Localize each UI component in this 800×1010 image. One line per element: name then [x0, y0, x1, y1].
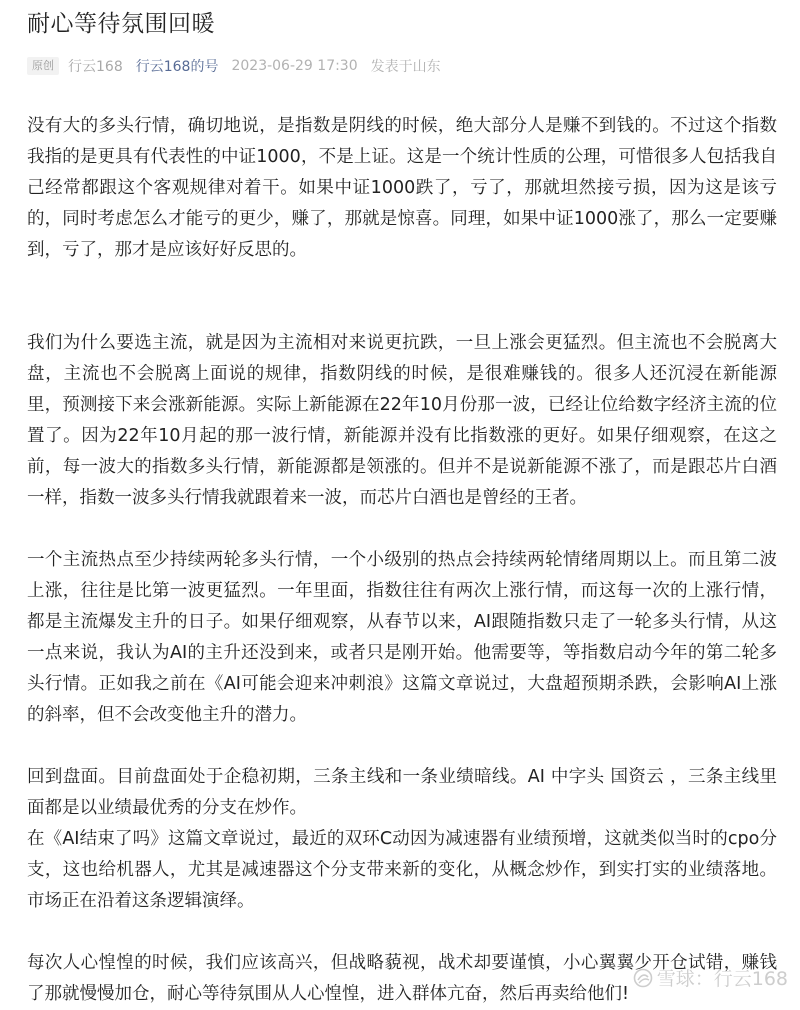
paragraph: 没有大的多头行情，确切地说，是指数是阴线的时候，绝大部分人是赚不到钱的。不过这个指数我指的是更具有代表性的中证1000，不是上证。这是一个统计性质的公理，可惜很多人包括我自己经常都跟这个客观规律对着干。如果中证1000跌了，亏了，那就坦然接亏损，因为这是该亏的，同时考虑怎么才能亏的更少，赚了，那就是惊喜。同理，如果中证1000涨了，那么一定要赚到，亏了，那才是应该好好反思的。: [27, 116, 777, 260]
paragraph: 每次人心惶惶的时候，我们应该高兴，但战略藐视，战术却要谨慎，小心翼翼少开仓试错，赚钱了那就慢慢加仓，耐心等待氛围从人心惶惶，进入群体亢奋，然后再卖给他们!: [27, 953, 777, 1004]
author-name[interactable]: 行云168: [68, 59, 123, 75]
article: [27, 0, 777, 1010]
paragraph-spacer: [27, 514, 777, 545]
paragraph: 我们为什么要选主流，就是因为主流相对来说更抗跌，一旦上涨会更猛烈。但主流也不会脱离大盘，主流也不会脱离上面说的规律，指数阴线的时候，是很难赚钱的。很多人还沉浸在新能源里，预测接下来会涨新能源。实际上新能源在22年10月份那一波，已经让位给数字经济主流的位置了。因为22年10月起的那一波行情，新能源并没有比指数涨的更好。如果仔细观察，在这之前，每一波大的指数多头行情，新能源都是领涨的。但并不是说新能源不涨了，而是跟芯片白酒一样，指数一波多头行情我就跟着来一波，而芯片白酒也是曾经的王者。: [27, 333, 777, 508]
account-link[interactable]: 行云168的号: [135, 59, 219, 75]
article-body: [27, 111, 777, 1010]
watermark-separator: ：: [694, 968, 714, 990]
paragraph: 回到盘面。目前盘面处于企稳初期，三条主线和一条业绩暗线。AI 中字头 国资云 ，三条主线里面都是以业绩最优秀的分支在炒作。: [27, 767, 777, 818]
snowball-logo-icon: [633, 968, 653, 988]
watermark-brand: 雪球: [656, 968, 695, 990]
paragraph-spacer: [27, 266, 777, 328]
paragraph: 在《AI结束了吗》这篇文章说过，最近的双环C动因为减速器有业绩预增，这就类似当时的cpo分支，这也给机器人，尤其是减速器这个分支带来新的变化，从概念炒作，到实打实的业绩落地。市场正在沿着这条逻辑演绎。: [27, 829, 777, 911]
article-title: 耐心等待氛围回暖: [27, 11, 215, 37]
paragraph-spacer: [27, 731, 777, 762]
publish-time: 2023-06-29 17:30: [231, 58, 358, 74]
article-meta: [27, 54, 777, 78]
original-badge: 原创: [27, 57, 59, 75]
snowball-watermark: [633, 964, 788, 991]
paragraph-spacer: [27, 917, 777, 948]
publish-location: 发表于山东: [370, 59, 441, 75]
paragraph: 一个主流热点至少持续两轮多头行情，一个小级别的热点会持续两轮情绪周期以上。而且第二波上涨，往往是比第一波更猛烈。一年里面，指数往往有两次上涨行情，而这每一次的上涨行情，都是主流爆发主升的日子。如果仔细观察，从春节以来，AI跟随指数只走了一轮多头行情，从这一点来说，我认为AI的主升还没到来，或者只是刚开始。他需要等，等指数启动今年的第二轮多头行情。正如我之前在《AI可能会迎来冲刺浪》这篇文章说过，大盘超预期杀跌，会影响AI上涨的斜率，但不会改变他主升的潜力。: [27, 550, 777, 725]
watermark-author: 行云168: [713, 968, 788, 990]
